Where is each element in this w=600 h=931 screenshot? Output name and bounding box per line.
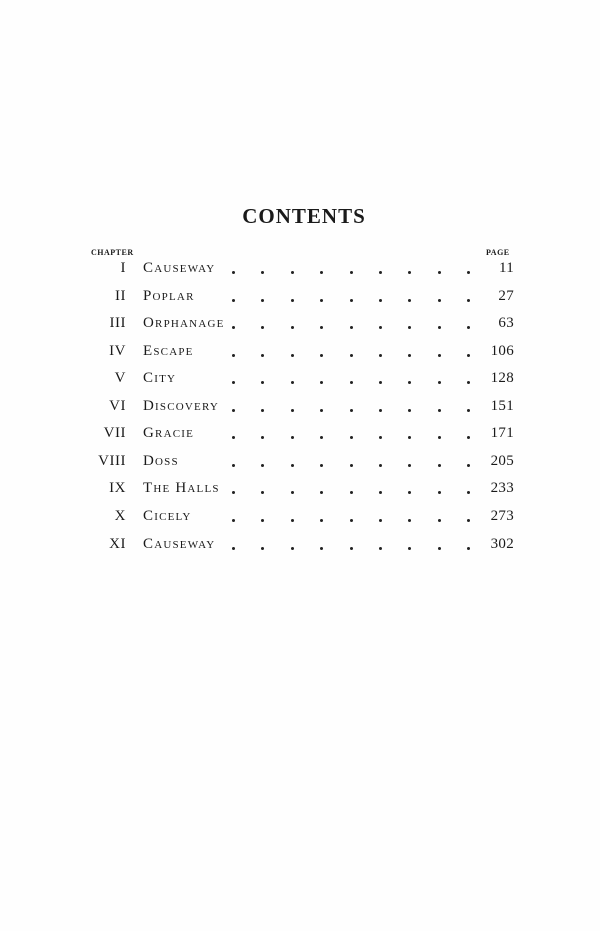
leader-dot (320, 409, 323, 412)
dot-leader (232, 313, 470, 333)
leader-dot (320, 547, 323, 550)
toc-entry (0, 478, 600, 498)
leader-dot (408, 436, 411, 439)
page-number: 151 (490, 398, 514, 414)
leader-dot (350, 409, 353, 412)
leader-dot (261, 354, 264, 357)
leader-dot (320, 491, 323, 494)
toc-entry (0, 286, 600, 306)
leader-dot (467, 464, 470, 467)
leader-dot (232, 271, 235, 274)
page-number: 128 (490, 370, 514, 386)
leader-dot (438, 271, 441, 274)
leader-dot (261, 519, 264, 522)
leader-dot (350, 354, 353, 357)
toc-entry (0, 313, 600, 333)
leader-dot (438, 547, 441, 550)
leader-dot (261, 326, 264, 329)
toc-entry (0, 423, 600, 443)
page-number: 302 (490, 536, 514, 552)
leader-dot (350, 271, 353, 274)
chapter-title: Poplar (143, 288, 195, 304)
page-number: 63 (498, 315, 514, 331)
leader-dot (261, 299, 264, 302)
leader-dot (408, 547, 411, 550)
leader-dot (320, 271, 323, 274)
leader-dot (438, 354, 441, 357)
chapter-numeral: I (120, 260, 126, 276)
leader-dot (350, 299, 353, 302)
chapter-title: Orphanage (143, 315, 225, 331)
chapter-numeral: V (114, 370, 126, 386)
leader-dot (379, 299, 382, 302)
leader-dot (350, 381, 353, 384)
leader-dot (320, 519, 323, 522)
chapter-title: Gracie (143, 425, 195, 441)
dot-leader (232, 478, 470, 498)
leader-dot (320, 326, 323, 329)
leader-dot (350, 547, 353, 550)
leader-dot (408, 381, 411, 384)
leader-dot (291, 409, 294, 412)
leader-dot (291, 299, 294, 302)
leader-dot (261, 464, 264, 467)
toc-entry (0, 368, 600, 388)
chapter-title: Causeway (143, 536, 216, 552)
leader-dot (291, 381, 294, 384)
leader-dot (261, 491, 264, 494)
leader-dot (467, 436, 470, 439)
leader-dot (320, 436, 323, 439)
chapter-numeral: X (114, 508, 126, 524)
chapter-numeral: VII (103, 425, 126, 441)
dot-leader (232, 451, 470, 471)
leader-dot (232, 519, 235, 522)
leader-dot (467, 409, 470, 412)
leader-dot (291, 519, 294, 522)
leader-dot (320, 354, 323, 357)
leader-dot (379, 464, 382, 467)
chapter-numeral: IV (109, 343, 126, 359)
leader-dot (467, 271, 470, 274)
chapter-title: Discovery (143, 398, 220, 414)
leader-dot (438, 491, 441, 494)
leader-dot (232, 326, 235, 329)
leader-dot (350, 326, 353, 329)
chapter-numeral: IX (109, 480, 126, 496)
dot-leader (232, 534, 470, 554)
leader-dot (320, 299, 323, 302)
leader-dot (350, 436, 353, 439)
page-number: 11 (498, 260, 514, 276)
leader-dot (320, 381, 323, 384)
leader-dot (379, 436, 382, 439)
leader-dot (408, 491, 411, 494)
leader-dot (232, 409, 235, 412)
leader-dot (438, 381, 441, 384)
page-number: 27 (498, 288, 514, 304)
leader-dot (408, 409, 411, 412)
page-number: 171 (490, 425, 514, 441)
leader-dot (291, 271, 294, 274)
leader-dot (232, 436, 235, 439)
leader-dot (467, 491, 470, 494)
chapter-numeral: III (109, 315, 126, 331)
leader-dot (379, 326, 382, 329)
page-title: CONTENTS (242, 204, 366, 228)
leader-dot (291, 326, 294, 329)
leader-dot (438, 409, 441, 412)
page-column-header: PAGE (486, 248, 510, 257)
leader-dot (438, 519, 441, 522)
leader-dot (408, 464, 411, 467)
leader-dot (438, 299, 441, 302)
leader-dot (261, 381, 264, 384)
chapter-numeral: VI (109, 398, 126, 414)
page-number: 106 (490, 343, 514, 359)
dot-leader (232, 506, 470, 526)
leader-dot (467, 354, 470, 357)
leader-dot (467, 381, 470, 384)
chapter-numeral: XI (109, 536, 126, 552)
dot-leader (232, 368, 470, 388)
toc-entry (0, 506, 600, 526)
toc-entry (0, 396, 600, 416)
leader-dot (467, 326, 470, 329)
chapter-title: Escape (143, 343, 194, 359)
leader-dot (379, 381, 382, 384)
leader-dot (408, 354, 411, 357)
leader-dot (408, 299, 411, 302)
leader-dot (408, 271, 411, 274)
leader-dot (261, 271, 264, 274)
toc-entry (0, 341, 600, 361)
toc-entry (0, 451, 600, 471)
leader-dot (379, 491, 382, 494)
leader-dot (467, 547, 470, 550)
leader-dot (320, 464, 323, 467)
leader-dot (379, 271, 382, 274)
leader-dot (232, 354, 235, 357)
chapter-title: Causeway (143, 260, 216, 276)
dot-leader (232, 258, 470, 278)
leader-dot (438, 436, 441, 439)
leader-dot (379, 354, 382, 357)
leader-dot (261, 436, 264, 439)
chapter-title: Doss (143, 453, 179, 469)
leader-dot (350, 491, 353, 494)
leader-dot (350, 519, 353, 522)
leader-dot (291, 491, 294, 494)
leader-dot (408, 519, 411, 522)
leader-dot (438, 464, 441, 467)
leader-dot (467, 519, 470, 522)
leader-dot (379, 547, 382, 550)
leader-dot (408, 326, 411, 329)
leader-dot (350, 464, 353, 467)
leader-dot (467, 299, 470, 302)
dot-leader (232, 396, 470, 416)
dot-leader (232, 423, 470, 443)
leader-dot (291, 547, 294, 550)
dot-leader (232, 341, 470, 361)
leader-dot (232, 299, 235, 302)
leader-dot (438, 326, 441, 329)
page-number: 273 (490, 508, 514, 524)
dot-leader (232, 286, 470, 306)
leader-dot (261, 409, 264, 412)
leader-dot (261, 547, 264, 550)
leader-dot (291, 354, 294, 357)
leader-dot (232, 547, 235, 550)
chapter-title: Cicely (143, 508, 192, 524)
page-number: 233 (490, 480, 514, 496)
leader-dot (379, 519, 382, 522)
leader-dot (379, 409, 382, 412)
chapter-title: City (143, 370, 177, 386)
chapter-numeral: II (115, 288, 126, 304)
chapter-numeral: VIII (98, 453, 126, 469)
leader-dot (232, 464, 235, 467)
leader-dot (291, 464, 294, 467)
leader-dot (232, 491, 235, 494)
toc-entry (0, 534, 600, 554)
leader-dot (232, 381, 235, 384)
page-number: 205 (490, 453, 514, 469)
chapter-column-header: CHAPTER (91, 248, 134, 257)
toc-entry (0, 258, 600, 278)
leader-dot (291, 436, 294, 439)
chapter-title: The Halls (143, 480, 220, 496)
